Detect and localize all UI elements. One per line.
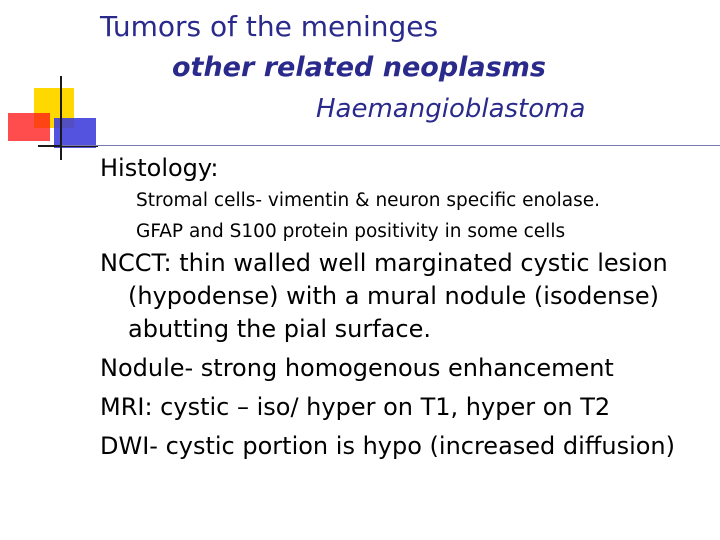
- red-square: [8, 113, 50, 141]
- nodule-point: Nodule- strong homogenous enhancement: [100, 354, 614, 382]
- mri-point: MRI: cystic – iso/ hyper on T1, hyper on T2: [100, 393, 611, 421]
- title-line-1: Tumors of the meninges: [100, 10, 439, 43]
- title-divider: [62, 145, 720, 146]
- vertical-line: [60, 76, 62, 160]
- title-line-2: other related neoplasms: [172, 52, 546, 83]
- histology-point-2: GFAP and S100 protein positivity in some cells: [136, 221, 566, 242]
- histology-heading: Histology:: [100, 154, 219, 182]
- title-line-3: Haemangioblastoma: [316, 94, 586, 124]
- dwi-point: DWI- cystic portion is hypo (increased diffusion): [100, 432, 675, 460]
- ncct-point: NCCT: thin walled well marginated cystic lesion (hypodense) with a mural nodule (isodense) abutting the pial surface.: [100, 249, 668, 343]
- histology-point-1: Stromal cells- vimentin & neuron specific enolase.: [136, 190, 600, 211]
- slide-body: [100, 152, 710, 463]
